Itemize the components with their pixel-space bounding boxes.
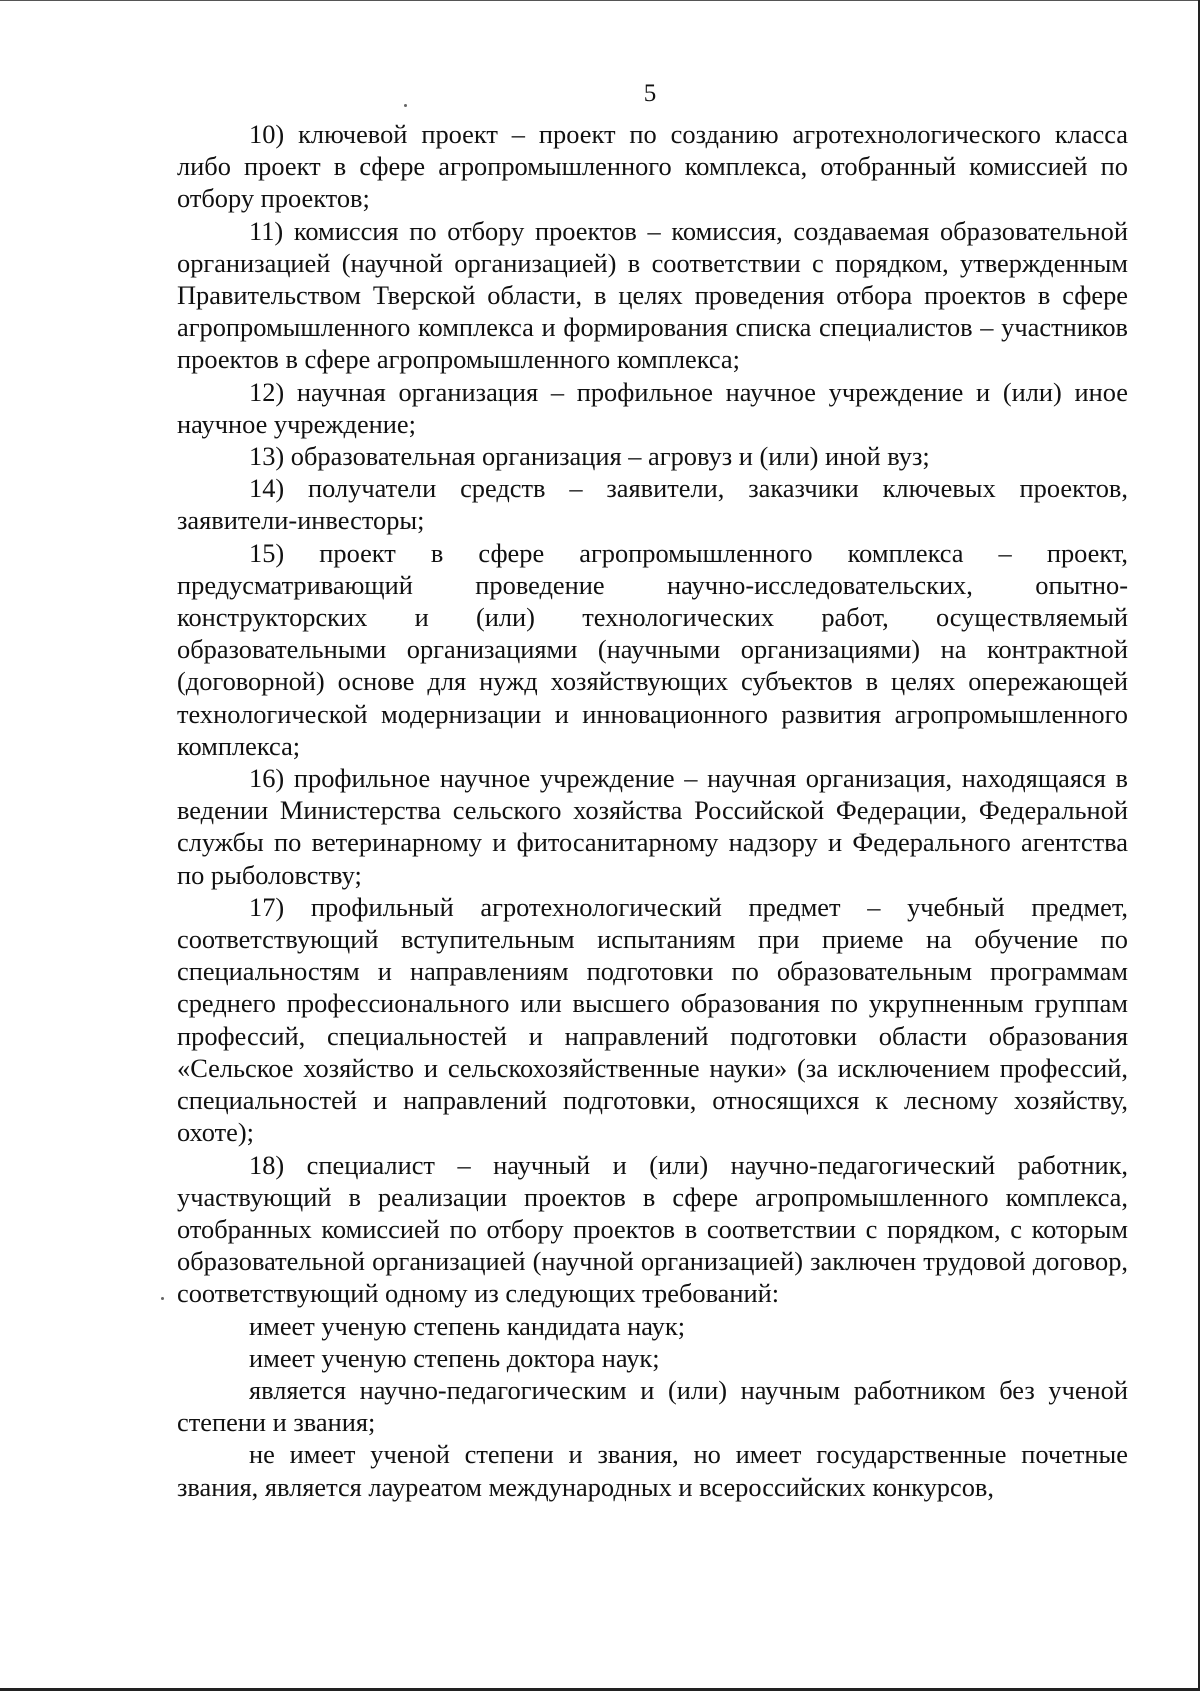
requirement-candidate: имеет ученую степень кандидата наук;: [249, 1310, 686, 1341]
document-body: [177, 118, 1128, 1503]
page-number: 5: [643, 80, 657, 107]
requirement-no-degree: является научно-педагогическим и (или) научным работником без ученой степени и звания;: [177, 1374, 1128, 1438]
requirement-honorary-titles: не имеет ученой степени и звания, но имеет государственные почетные звания, является лауреатом международных и всероссийских конкурсов,: [177, 1439, 1128, 1502]
definition-16: 16) профильное научное учреждение – научная организация, находящаяся в ведении Министерства сельского хозяйства Российской Федерации, Федеральной службы по ветеринарному и фитосанитарному надзору и Федерального агентства по рыболовству;: [177, 763, 1128, 890]
scan-speck: [161, 1297, 164, 1300]
definition-18: 18) специалист – научный и (или) научно-педагогический работник, участвующий в реализации проектов в сфере агропромышленного комплекса, отобранных комиссией по отбору проектов в соответствии с порядком, с которым образовательной организацией (научной организацией) заключен трудовой договор, соответствующий одному из следующих требований:: [177, 1149, 1128, 1309]
definition-11: 11) комиссия по отбору проектов – комиссия, создаваемая образовательной организацией (научной организацией) в соответствии с порядком, утвержденным Правительством Тверской области, в целях проведения отбора проектов в сфере агропромышленного комплекса и формирования списка специалистов – участников проектов в сфере агропромышленного комплекса;: [177, 215, 1128, 375]
requirement-doctor: имеет ученую степень доктора наук;: [249, 1342, 660, 1373]
scan-speck: [404, 104, 407, 107]
definition-13: 13) образовательная организация – агровуз и (или) иной вуз;: [249, 441, 930, 472]
definition-14: 14) получатели средств – заявители, заказчики ключевых проектов, заявители-инвесторы;: [177, 473, 1128, 536]
definition-15: 15) проект в сфере агропромышленного комплекса – проект, предусматривающий проведение научно-исследовательских, опытно-конструкторских и (или) технологических работ, осуществляемый образовательными организациями (научными организациями) на контрактной (договорной) основе для нужд хозяйствующих субъектов в целях опережающей технологической модернизации и инновационного развития агропромышленного комплекса;: [177, 537, 1128, 761]
definition-12: 12) научная организация – профильное научное учреждение и (или) иное научное учреждение;: [177, 376, 1128, 439]
definition-17: 17) профильный агротехнологический предмет – учебный предмет, соответствующий вступительным испытаниям при приеме на обучение по специальностям и направлениям подготовки по образовательным программам среднего профессионального или высшего образования по укрупненным группам профессий, специальностей и направлений подготовки области образования «Сельское хозяйство и сельскохозяйственные науки» (за исключением профессий, специальностей и направлений подготовки, относящихся к лесному хозяйству, охоте);: [177, 891, 1128, 1148]
scan-edge-top: [0, 0, 1200, 1]
definition-10: 10) ключевой проект – проект по созданию агротехнологического класса либо проект в сфере агропромышленного комплекса, отобранный комиссией по отбору проектов;: [177, 119, 1128, 214]
